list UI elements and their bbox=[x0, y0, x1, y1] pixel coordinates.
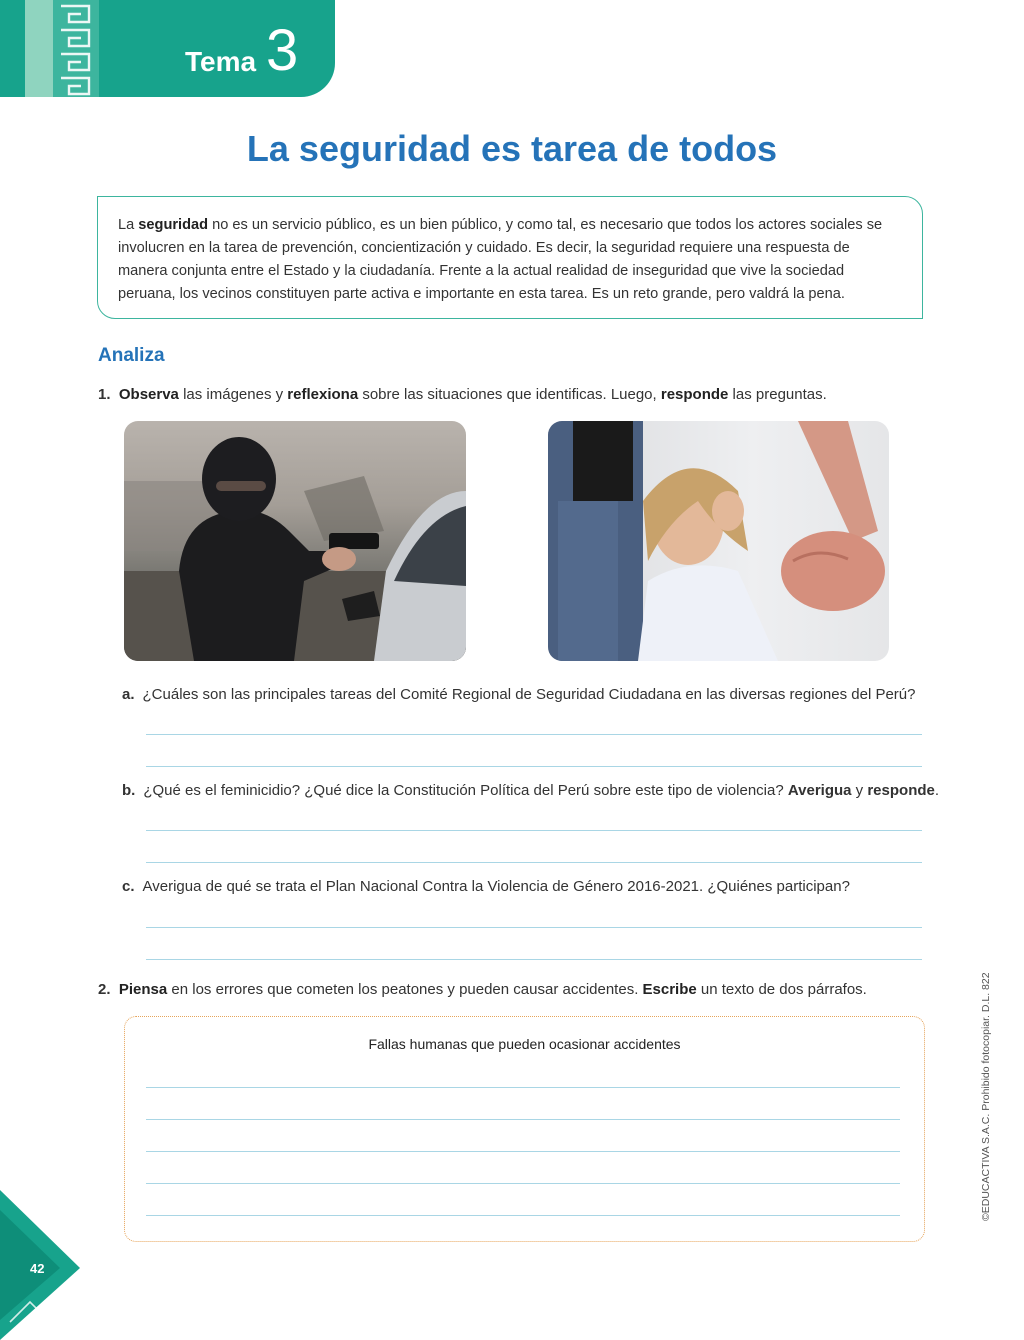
tema-label: Tema bbox=[185, 46, 257, 77]
question-text: las imágenes y bbox=[178, 386, 288, 403]
subquestion-text: y bbox=[851, 782, 868, 799]
question-text: un texto de dos párrafos. bbox=[696, 981, 867, 998]
subquestion-b bbox=[122, 782, 939, 799]
intro-text: no es un servicio público, es un bien público, y como tal, es necesario que todos los actores sociales se involucren en la tarea de prevención, concientización y cuidado. Es decir, la seguridad requiere una respuesta de manera conjunta entre el Estado y la ciudadanía. Frente a la actual realidad de inseguridad que vive la sociedad peruana, los vecinos constituyen parte activa e importante en esta tarea. Es un reto grande, pero valdrá la pena. bbox=[118, 217, 883, 302]
keyword: Piensa bbox=[118, 981, 168, 998]
answer-line[interactable] bbox=[146, 830, 922, 831]
violence-photo bbox=[548, 421, 889, 661]
subquestion-text: Averigua de qué se trata el Plan Nacional Contra la Violencia de Género 2016-2021. ¿Quiénes participan? bbox=[142, 878, 850, 895]
keyword: Averigua bbox=[787, 782, 852, 799]
subquestion-label: a. bbox=[122, 686, 135, 703]
keyword: Escribe bbox=[642, 981, 697, 998]
greek-key-decoration bbox=[53, 0, 99, 97]
page-number: 42 bbox=[30, 1261, 45, 1276]
answer-line[interactable] bbox=[146, 734, 922, 735]
greek-key-icon bbox=[53, 0, 99, 97]
writing-box-title: Fallas humanas que pueden ocasionar accidentes bbox=[368, 1036, 681, 1052]
question-2 bbox=[98, 981, 867, 998]
question-number: 2. bbox=[98, 981, 111, 998]
corner-decoration bbox=[0, 1190, 90, 1340]
writing-line[interactable] bbox=[146, 1151, 900, 1152]
keyword: reflexiona bbox=[287, 386, 359, 403]
tema-stripe-decoration bbox=[25, 0, 53, 97]
question-text: las preguntas. bbox=[728, 386, 827, 403]
question-text: sobre las situaciones que identificas. Luego, bbox=[358, 386, 661, 403]
analiza-heading: Analiza bbox=[98, 345, 165, 366]
copyright-notice: ©EDUCACTIVA S.A.C. Prohibido fotocopiar. D.L. 822 bbox=[980, 972, 992, 1221]
subquestion-text: ¿Cuáles son las principales tareas del Comité Regional de Seguridad Ciudadana en las diversas regiones del Perú? bbox=[142, 686, 916, 703]
subquestion-text: . bbox=[934, 782, 940, 799]
page-title: La seguridad es tarea de todos bbox=[246, 128, 778, 169]
robbery-photo bbox=[124, 421, 466, 661]
answer-line[interactable] bbox=[146, 959, 922, 960]
writing-line[interactable] bbox=[146, 1183, 900, 1184]
question-text: en los errores que cometen los peatones y pueden causar accidentes. bbox=[167, 981, 643, 998]
keyword: responde bbox=[660, 386, 729, 403]
subquestion-a bbox=[122, 686, 915, 703]
intro-box bbox=[97, 196, 923, 319]
answer-line[interactable] bbox=[146, 862, 922, 863]
subquestion-c bbox=[122, 878, 850, 895]
writing-line[interactable] bbox=[146, 1119, 900, 1120]
question-1 bbox=[98, 386, 827, 403]
subquestion-label: c. bbox=[122, 878, 135, 895]
subquestion-label: b. bbox=[122, 782, 136, 799]
answer-line[interactable] bbox=[146, 927, 922, 928]
subquestion-text: ¿Qué es el feminicidio? ¿Qué dice la Constitución Política del Perú sobre este tipo de violencia? bbox=[143, 782, 788, 799]
writing-line[interactable] bbox=[146, 1087, 900, 1088]
answer-line[interactable] bbox=[146, 766, 922, 767]
keyword: responde bbox=[867, 782, 935, 799]
intro-prefix: La bbox=[118, 217, 139, 233]
keyword: Observa bbox=[118, 386, 179, 403]
intro-bold-word: seguridad bbox=[138, 217, 209, 233]
question-number: 1. bbox=[98, 386, 111, 403]
tema-number: 3 bbox=[266, 18, 299, 83]
writing-line[interactable] bbox=[146, 1215, 900, 1216]
